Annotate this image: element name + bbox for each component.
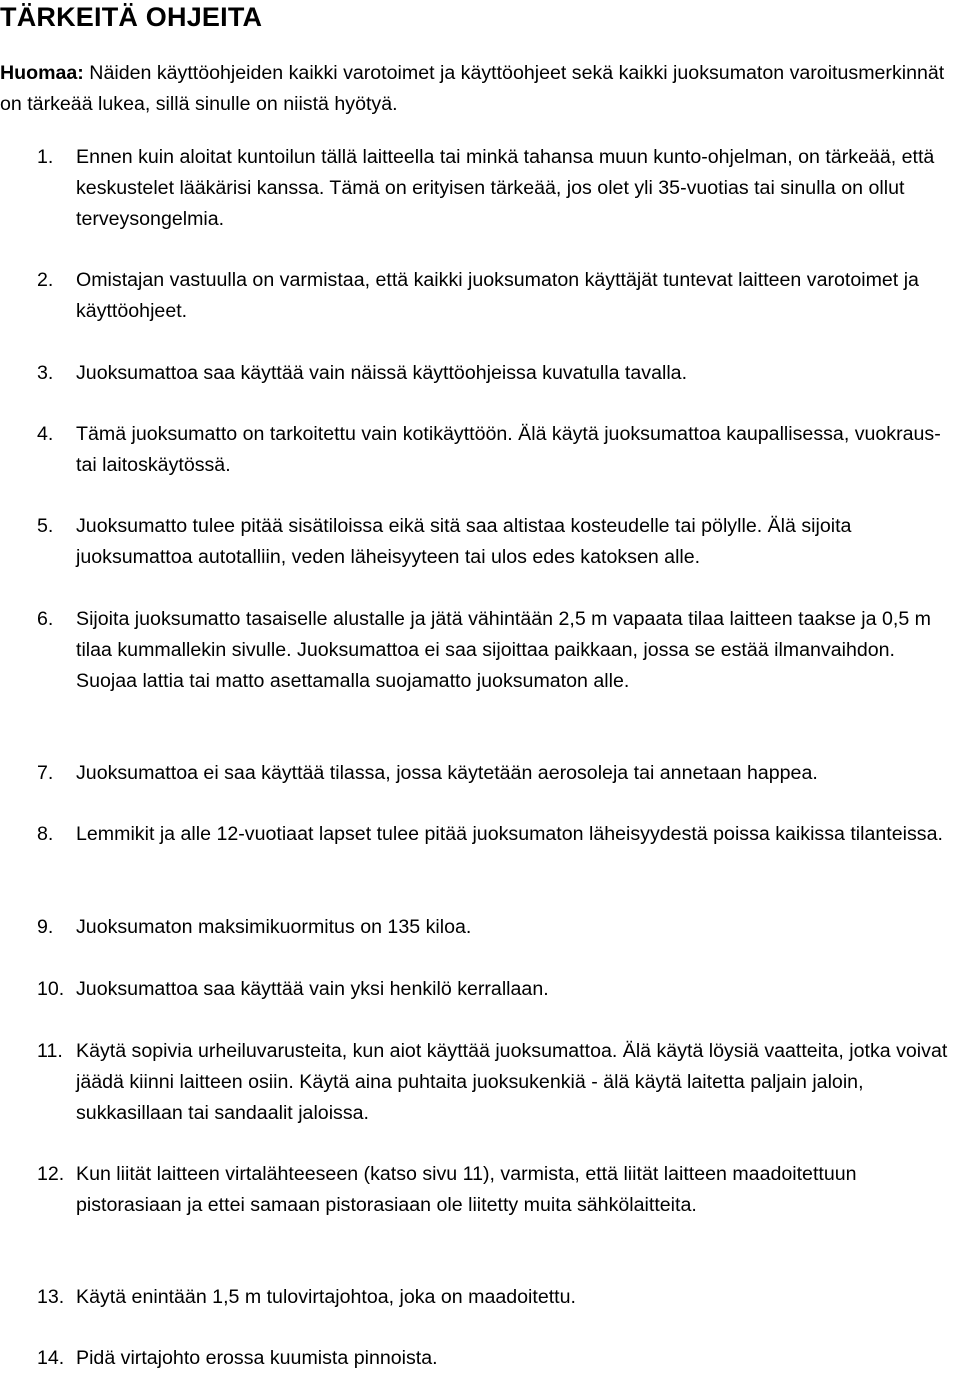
item-text: Ennen kuin aloitat kuntoilun tällä laitteella tai minkä tahansa muun kunto-ohjelman, on tärkeää, että keskustelet lääkärisi kanssa. Tämä on erityisen tärkeää, jos olet yli 35-vuotias tai sinulla on ollut terveysongelmia. xyxy=(76,146,935,230)
list-item xyxy=(0,604,958,697)
list-item xyxy=(0,1036,958,1129)
list-item xyxy=(0,974,958,1005)
item-text: Käytä enintään 1,5 m tulovirtajohtoa, joka on maadoitettu. xyxy=(76,1286,576,1308)
list-item xyxy=(0,265,958,327)
item-text: Kun liität laitteen virtalähteeseen (katso sivu 11), varmista, että liität laitteen maadoitettuun pistorasiaan ja ettei samaan pistorasiaan ole liitetty muita sähkölaitteita. xyxy=(76,1163,857,1216)
item-number: 7. xyxy=(37,762,54,784)
item-number: 8. xyxy=(37,823,54,845)
item-number: 3. xyxy=(37,362,54,384)
item-text: Käytä sopivia urheiluvarusteita, kun aiot käyttää juoksumattoa. Älä käytä löysiä vaatteita, jotka voivat jäädä kiinni laitteen osiin. Käytä aina puhtaita juoksukenkiä - älä käytä laitetta paljain jaloin, sukkasillaan tai sandaalit jaloissa. xyxy=(76,1040,948,1124)
item-number: 1. xyxy=(37,146,54,168)
item-text: Juoksumaton maksimikuormitus on 135 kiloa. xyxy=(76,916,472,938)
item-number: 9. xyxy=(37,916,54,938)
item-text: Tämä juoksumatto on tarkoitettu vain kotikäyttöön. Älä käytä juoksumattoa kaupallisessa, vuokraus- tai laitoskäytössä. xyxy=(76,423,941,476)
list-item xyxy=(0,758,958,789)
item-number: 12. xyxy=(37,1163,65,1185)
item-number: 5. xyxy=(37,515,54,537)
item-text: Lemmikit ja alle 12-vuotiaat lapset tulee pitää juoksumaton läheisyydestä poissa kaikissa tilanteissa. xyxy=(76,823,943,845)
item-text: Juoksumattoa saa käyttää vain näissä käyttöohjeissa kuvatulla tavalla. xyxy=(76,362,688,384)
item-number: 13. xyxy=(37,1286,65,1308)
item-text: Juoksumattoa saa käyttää vain yksi henkilö kerrallaan. xyxy=(76,978,549,1000)
item-number: 2. xyxy=(37,269,54,291)
item-number: 11. xyxy=(37,1040,63,1062)
item-number: 14. xyxy=(37,1347,65,1369)
list-item xyxy=(0,511,958,573)
note-label: Huomaa: xyxy=(0,62,84,84)
item-number: 4. xyxy=(37,423,54,445)
item-number: 10. xyxy=(37,978,65,1000)
item-text: Sijoita juoksumatto tasaiselle alustalle ja jätä vähintään 2,5 m vapaata tilaa laitteen taakse ja 0,5 m tilaa kummallekin sivulle. Juoksumattoa ei saa sijoittaa paikkaan, jossa se estää ilmanvaihdon. Suojaa lattia tai matto asettamalla suojamatto juoksumaton alle. xyxy=(76,608,932,692)
list-item xyxy=(0,912,958,943)
list-item xyxy=(0,819,958,850)
item-text: Pidä virtajohto erossa kuumista pinnoista. xyxy=(76,1347,438,1369)
list-item xyxy=(0,358,958,389)
item-text: Juoksumatto tulee pitää sisätiloissa eikä sitä saa altistaa kosteudelle tai pölylle. Älä sijoita juoksumattoa autotalliin, veden läheisyyteen tai ulos edes katoksen alle. xyxy=(76,515,852,568)
list-item xyxy=(0,1343,958,1374)
list-item xyxy=(0,142,958,235)
list-item xyxy=(0,1159,958,1221)
item-number: 6. xyxy=(37,608,54,630)
list-item xyxy=(0,419,958,481)
page-title: TÄRKEITÄ OHJEITA xyxy=(0,2,263,32)
note-text: Näiden käyttöohjeiden kaikki varotoimet ja käyttöohjeet sekä kaikki juoksumaton varoitusmerkinnät on tärkeää lukea, sillä sinulle on niistä hyötyä. xyxy=(0,62,945,115)
list-item xyxy=(0,1282,958,1313)
note-paragraph xyxy=(0,58,955,120)
item-text: Juoksumattoa ei saa käyttää tilassa, jossa käytetään aerosoleja tai annetaan happea. xyxy=(76,762,818,784)
item-text: Omistajan vastuulla on varmistaa, että kaikki juoksumaton käyttäjät tuntevat laitteen varotoimet ja käyttöohjeet. xyxy=(76,269,919,322)
